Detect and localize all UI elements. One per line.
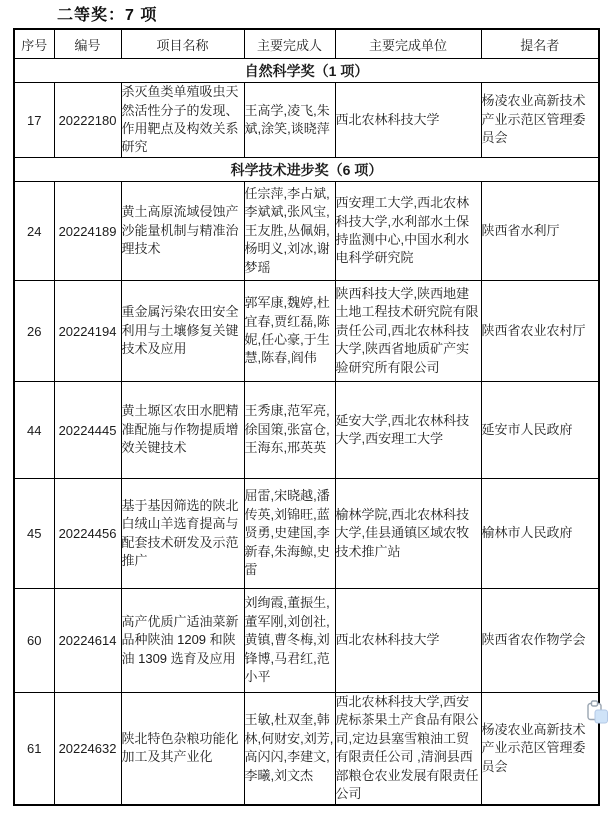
- cell-code: 20224445: [54, 382, 121, 479]
- cell-people: 刘绚霞,董振生,董军刚,刘创社,黄镇,曹冬梅,刘锋博,马君红,范小平: [244, 589, 335, 693]
- col-header-nominator: 提名者: [481, 29, 599, 59]
- cell-project: 黄土塬区农田水肥精准配施与作物提质增效关键技术: [121, 382, 244, 479]
- cell-project: 杀灭鱼类单殖吸虫天然活性分子的发现、作用靶点及构效关系研究: [121, 83, 244, 158]
- cell-nominator: 杨凌农业高新技术产业示范区管理委员会: [481, 83, 599, 158]
- cell-code: 20224194: [54, 281, 121, 382]
- cell-serial: 24: [14, 182, 54, 281]
- section-row-natural-science: [14, 59, 599, 83]
- cell-people: 王敏,杜双奎,韩林,何财安,刘芳,高闪闪,李建文,李曦,刘文杰: [244, 693, 335, 805]
- cell-units: 西北农林科技大学: [335, 589, 481, 693]
- table-row: [14, 479, 599, 589]
- cell-serial: 17: [14, 83, 54, 158]
- cell-units: 西北农林科技大学: [335, 83, 481, 158]
- cell-serial: 61: [14, 693, 54, 805]
- cell-nominator: 陕西省农业农村厅: [481, 281, 599, 382]
- cell-project: 黄土高原流域侵蚀产沙能量机制与精准治理技术: [121, 182, 244, 281]
- cell-units: 陕西科技大学,陕西地建土地工程技术研究院有限责任公司,西北农林科技大学,陕西省地质矿产实验研究所有限公司: [335, 281, 481, 382]
- table-row: [14, 693, 599, 805]
- cell-serial: 26: [14, 281, 54, 382]
- cell-nominator: 陕西省农作物学会: [481, 589, 599, 693]
- cell-project: 基于基因筛选的陕北白绒山羊选育提高与配套技术研发及示范推广: [121, 479, 244, 589]
- cell-nominator: 榆林市人民政府: [481, 479, 599, 589]
- table-row: [14, 382, 599, 479]
- clipboard-copy-icon-graphic: [586, 699, 610, 727]
- cell-people: 任宗萍,李占斌,李斌斌,张风宝,王友胜,丛佩娟,杨明义,刘冰,谢梦瑶: [244, 182, 335, 281]
- cell-serial: 45: [14, 479, 54, 589]
- clipboard-copy-icon[interactable]: [586, 699, 610, 727]
- cell-units: 西北农林科技大学,西安虎标茶果土产食品有限公司,定边县塞雪粮油工贸有限责任公司 ,清涧县西部粮仓农业发展有限责任公司: [335, 693, 481, 805]
- col-header-project: 项目名称: [121, 29, 244, 59]
- cell-nominator: 延安市人民政府: [481, 382, 599, 479]
- cell-nominator: 陕西省水利厅: [481, 182, 599, 281]
- table-row: [14, 182, 599, 281]
- cell-code: 20224632: [54, 693, 121, 805]
- section-label: 自然科学奖（1 项）: [14, 59, 599, 83]
- col-header-code: 编号: [54, 29, 121, 59]
- cell-people: 屈雷,宋晓越,潘传英,刘锦旺,蓝贤勇,史建国,李新春,朱海鲸,史雷: [244, 479, 335, 589]
- cell-units: 延安大学,西北农林科技大学,西安理工大学: [335, 382, 481, 479]
- col-header-people: 主要完成人: [244, 29, 335, 59]
- cell-people: 王高学,凌飞,朱斌,涂笑,谈晓萍: [244, 83, 335, 158]
- table-row: [14, 589, 599, 693]
- section-row-sci-tech-progress: [14, 158, 599, 182]
- cell-units: 西安理工大学,西北农林科技大学,水利部水土保持监测中心,中国水利水电科学研究院: [335, 182, 481, 281]
- cell-serial: 60: [14, 589, 54, 693]
- cell-people: 王秀康,范军亮,徐国策,张富仓,王海东,邢英英: [244, 382, 335, 479]
- cell-code: 20222180: [54, 83, 121, 158]
- cell-project: 高产优质广适油菜新品种陕油 1209 和陕油 1309 选育及应用: [121, 589, 244, 693]
- table-header-row: [14, 29, 599, 59]
- col-header-serial: 序号: [14, 29, 54, 59]
- cell-serial: 44: [14, 382, 54, 479]
- section-label: 科学技术进步奖（6 项）: [14, 158, 599, 182]
- cell-code: 20224614: [54, 589, 121, 693]
- col-header-units: 主要完成单位: [335, 29, 481, 59]
- awards-table: [13, 28, 600, 806]
- page-title: 二等奖：7 项: [57, 7, 158, 24]
- cell-code: 20224189: [54, 182, 121, 281]
- table-row: [14, 281, 599, 382]
- cell-project: 重金属污染农田安全利用与土壤修复关键技术及应用: [121, 281, 244, 382]
- cell-code: 20224456: [54, 479, 121, 589]
- table-row: [14, 83, 599, 158]
- cell-units: 榆林学院,西北农林科技大学,佳县通镇区域农牧技术推广站: [335, 479, 481, 589]
- cell-project: 陕北特色杂粮功能化加工及其产业化: [121, 693, 244, 805]
- cell-nominator: 杨凌农业高新技术产业示范区管理委员会: [481, 693, 599, 805]
- cell-people: 郭军康,魏婷,杜宜春,贾红磊,陈妮,任心豪,于生慧,陈春,阎伟: [244, 281, 335, 382]
